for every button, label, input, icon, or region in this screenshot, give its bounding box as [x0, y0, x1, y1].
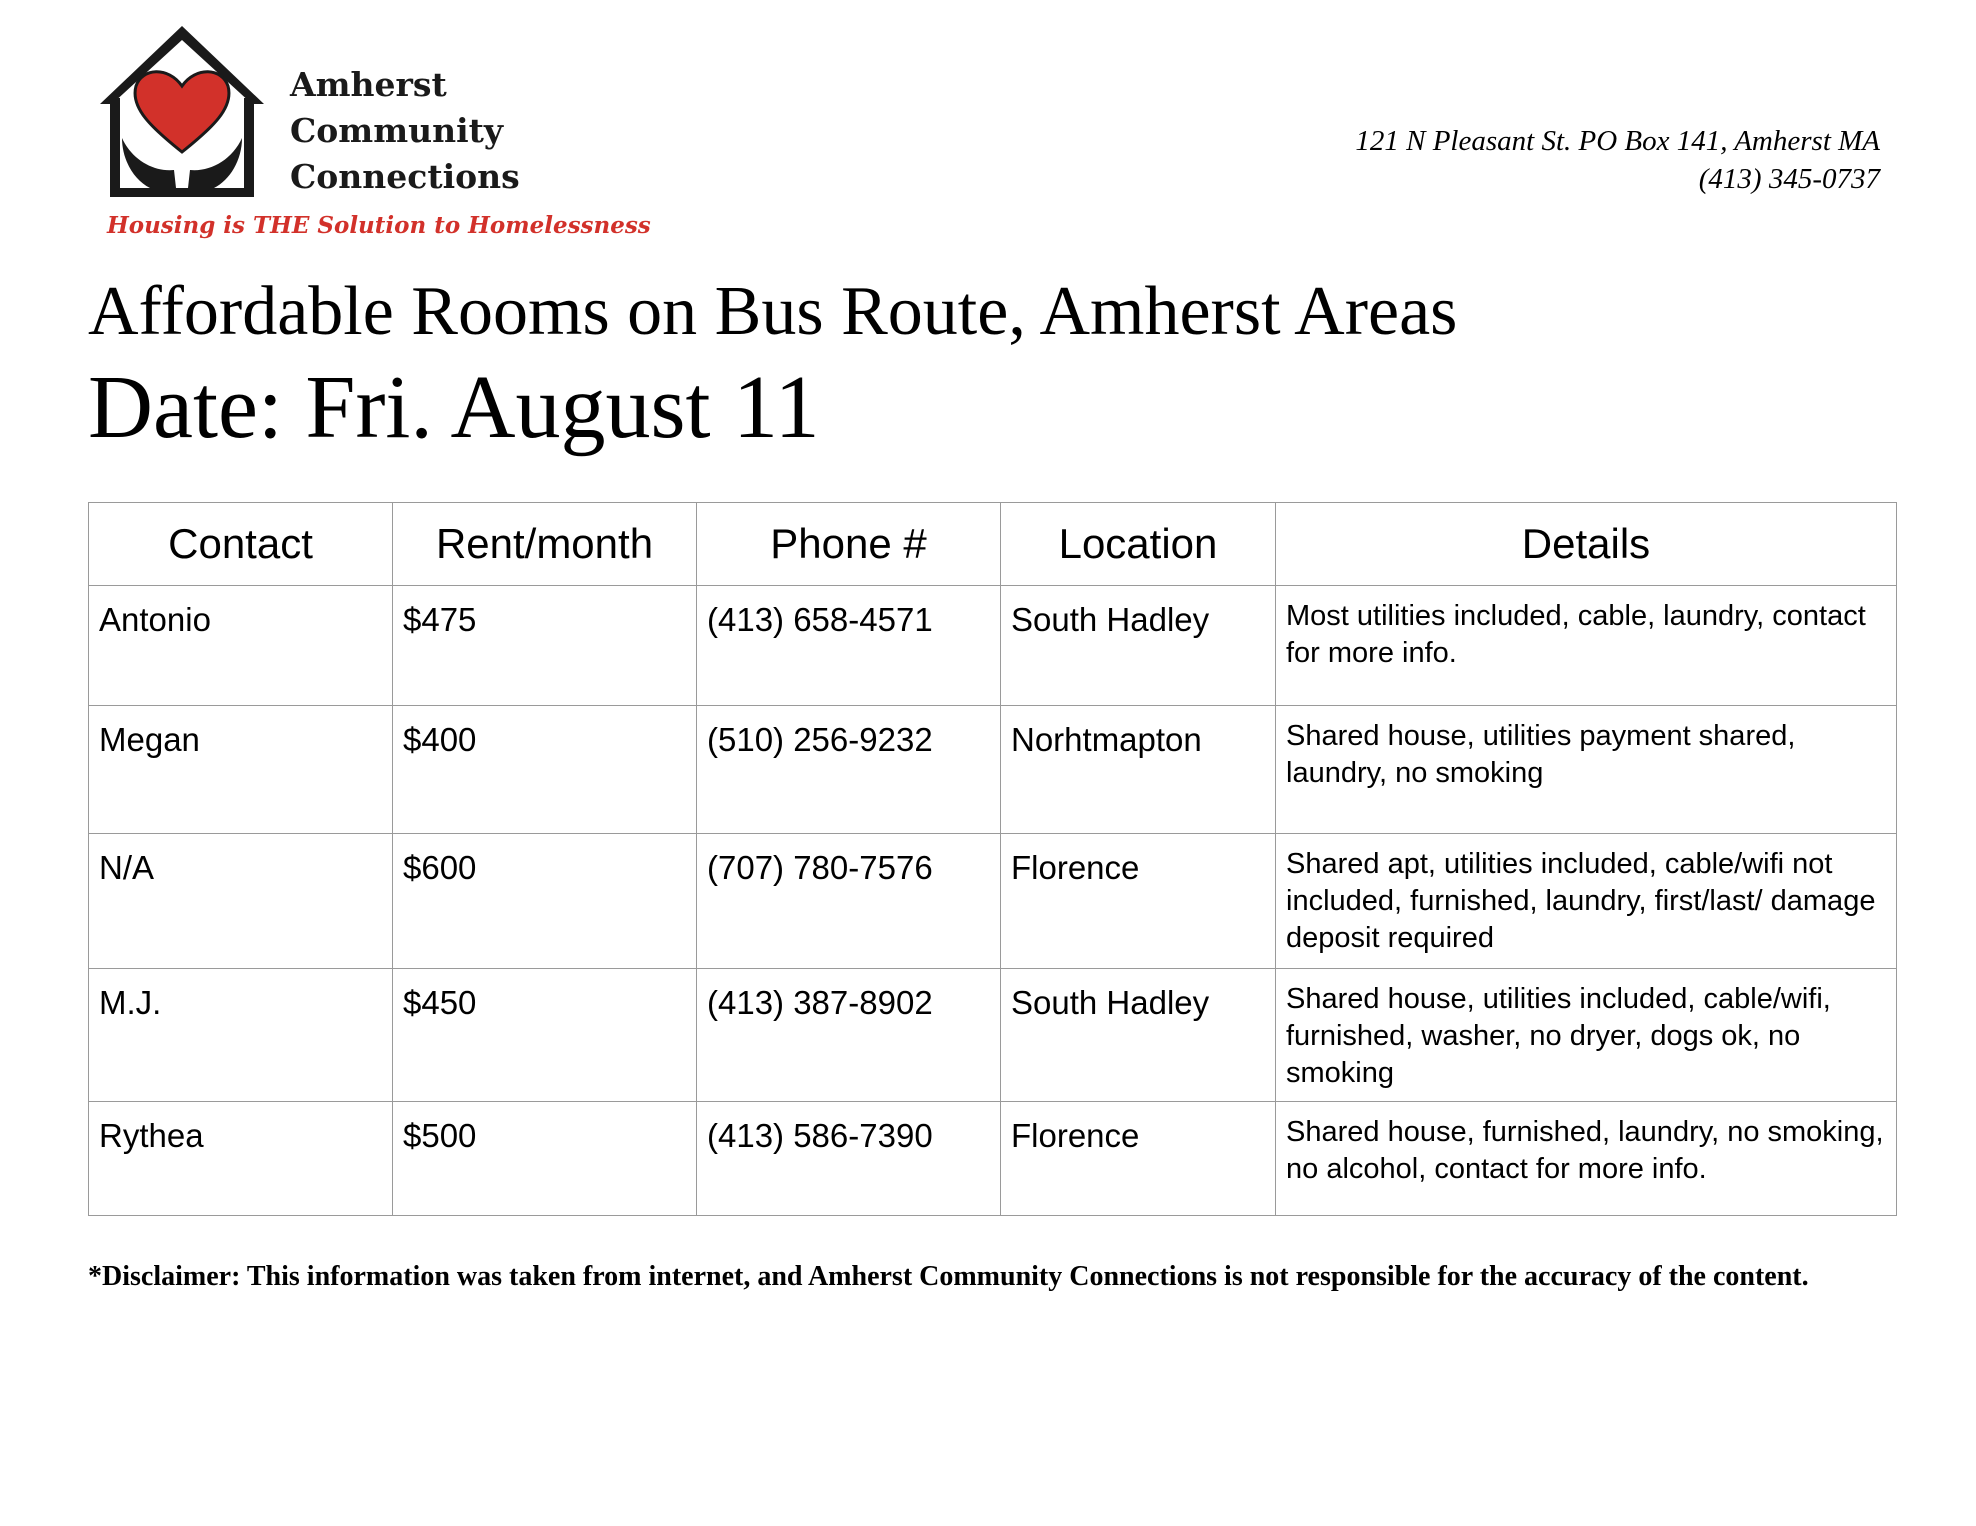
org-name-line: Connections: [290, 157, 520, 196]
cell-contact: Antonio: [89, 586, 393, 706]
page-title: Affordable Rooms on Bus Route, Amherst Areas: [88, 273, 1458, 350]
org-logo: [92, 20, 651, 245]
cell-contact: N/A: [89, 834, 393, 969]
cell-location: Florence: [1001, 834, 1276, 969]
cell-location: South Hadley: [1001, 586, 1276, 706]
table-header-row: [89, 503, 1897, 586]
org-name-line: Community: [290, 111, 504, 150]
cell-details: Most utilities included, cable, laundry, contact for more info.: [1276, 586, 1897, 706]
cell-contact: Rythea: [89, 1102, 393, 1216]
column-header-details: Details: [1276, 503, 1897, 586]
cell-phone: (413) 586-7390: [697, 1102, 1001, 1216]
column-header-contact: Contact: [89, 503, 393, 586]
table-row: [89, 706, 1897, 834]
org-address: 121 N Pleasant St. PO Box 141, Amherst MA: [1355, 125, 1880, 157]
cell-details: Shared apt, utilities included, cable/wifi not included, furnished, laundry, first/last/ damage deposit required: [1276, 834, 1897, 969]
cell-location: South Hadley: [1001, 969, 1276, 1102]
cell-location: Norhtmapton: [1001, 706, 1276, 834]
table-row: [89, 834, 1897, 969]
cell-phone: (413) 658-4571: [697, 586, 1001, 706]
org-tagline: Housing is THE Solution to Homelessness: [107, 212, 651, 239]
cell-details: Shared house, utilities included, cable/wifi, furnished, washer, no dryer, dogs ok, no smoking: [1276, 969, 1897, 1102]
cell-rent: $475: [393, 586, 697, 706]
house-heart-hands-icon: [92, 20, 272, 205]
cell-contact: M.J.: [89, 969, 393, 1102]
cell-rent: $450: [393, 969, 697, 1102]
page-date: Date: Fri. August 11: [88, 358, 820, 457]
org-address-block: [1355, 122, 1880, 198]
org-name-line: Amherst: [290, 65, 447, 104]
cell-rent: $500: [393, 1102, 697, 1216]
org-name: [290, 62, 520, 200]
cell-details: Shared house, furnished, laundry, no smoking, no alcohol, contact for more info.: [1276, 1102, 1897, 1216]
cell-rent: $600: [393, 834, 697, 969]
table-row: [89, 586, 1897, 706]
cell-phone: (707) 780-7576: [697, 834, 1001, 969]
column-header-location: Location: [1001, 503, 1276, 586]
cell-contact: Megan: [89, 706, 393, 834]
table-row: [89, 969, 1897, 1102]
table-row: [89, 1102, 1897, 1216]
disclaimer: *Disclaimer: This information was taken from internet, and Amherst Community Connections is not responsible for the accuracy of the content.: [88, 1261, 1809, 1292]
org-phone: (413) 345-0737: [1698, 163, 1880, 195]
column-header-phone: Phone #: [697, 503, 1001, 586]
cell-details: Shared house, utilities payment shared, laundry, no smoking: [1276, 706, 1897, 834]
cell-rent: $400: [393, 706, 697, 834]
column-header-rent: Rent/month: [393, 503, 697, 586]
cell-phone: (510) 256-9232: [697, 706, 1001, 834]
cell-phone: (413) 387-8902: [697, 969, 1001, 1102]
listings-table: [88, 502, 1897, 1216]
cell-location: Florence: [1001, 1102, 1276, 1216]
